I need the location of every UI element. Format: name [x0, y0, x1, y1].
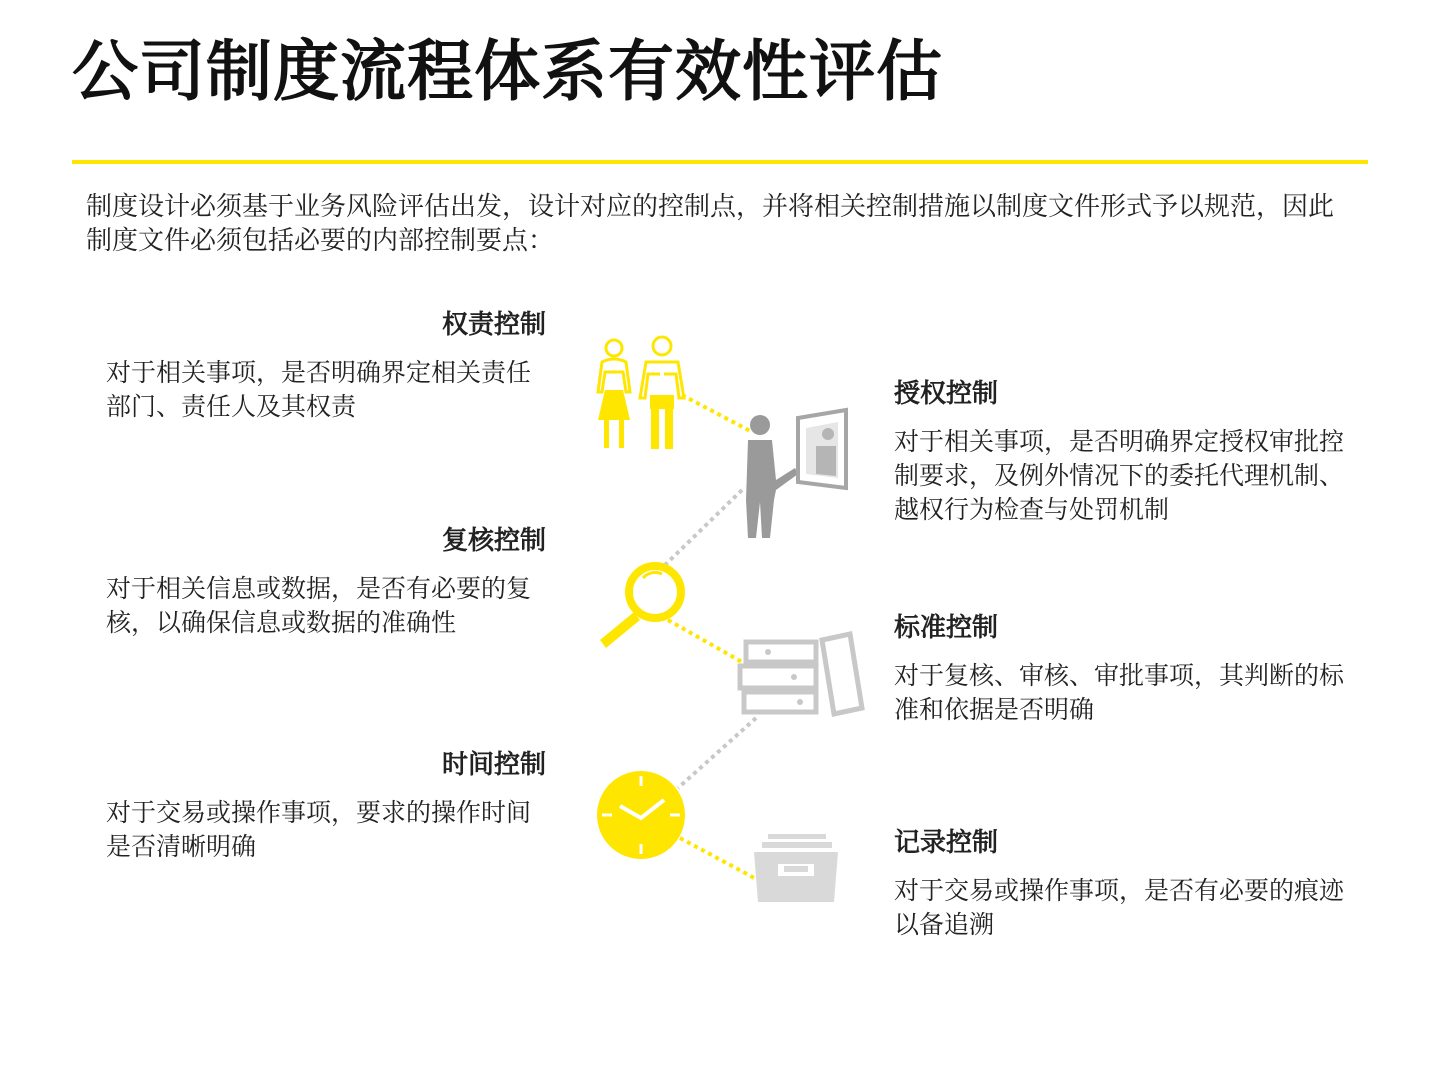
- control-text-time: 对于交易或操作事项，要求的操作时间是否清晰明确: [106, 798, 532, 861]
- connector-binders-to-clock: [678, 718, 756, 788]
- control-heading-standard: 标准控制: [894, 613, 999, 643]
- control-block-time: [106, 748, 546, 864]
- connector-magnifier-to-binders: [668, 620, 742, 662]
- control-block-authorization: [894, 377, 1354, 527]
- control-heading-time: 时间控制: [441, 750, 546, 780]
- binders-icon: [740, 634, 862, 714]
- control-block-standard: [894, 611, 1354, 727]
- control-heading-authority: 权责控制: [441, 310, 546, 340]
- control-text-authorization: 对于相关事项，是否明确界定授权审批控制要求，及例外情况下的委托代理机制、越权行为检查与处罚机制: [894, 427, 1345, 524]
- control-heading-authorization: 授权控制: [894, 379, 999, 409]
- control-block-authority: [106, 308, 546, 424]
- control-chain-diagram: [560, 320, 900, 940]
- control-heading-review: 复核控制: [441, 526, 546, 556]
- connector-door-to-magnifier: [664, 490, 742, 566]
- connector-people-to-door: [682, 395, 752, 432]
- control-block-record: [894, 826, 1354, 942]
- title-underline: [72, 160, 1368, 164]
- person-door-icon: [746, 410, 846, 538]
- connector-clock-to-box: [680, 838, 758, 880]
- control-block-review: [106, 524, 546, 640]
- clock-icon: [597, 771, 685, 859]
- archive-box-icon: [754, 834, 838, 902]
- magnifier-icon: [600, 566, 681, 648]
- intro-text: 制度设计必须基于业务风险评估出发，设计对应的控制点，并将相关控制措施以制度文件形式予以规范，因此制度文件必须包括必要的内部控制要点：: [86, 192, 1335, 256]
- control-text-review: 对于相关信息或数据，是否有必要的复核，以确保信息或数据的准确性: [106, 574, 532, 637]
- control-heading-record: 记录控制: [894, 828, 999, 858]
- page-title: 公司制度流程体系有效性评估: [72, 33, 943, 110]
- control-text-record: 对于交易或操作事项，是否有必要的痕迹以备追溯: [894, 876, 1345, 939]
- control-text-authority: 对于相关事项，是否明确界定相关责任部门、责任人及其权责: [106, 358, 532, 421]
- control-text-standard: 对于复核、审核、审批事项，其判断的标准和依据是否明确: [894, 661, 1345, 724]
- people-icon: [598, 337, 684, 449]
